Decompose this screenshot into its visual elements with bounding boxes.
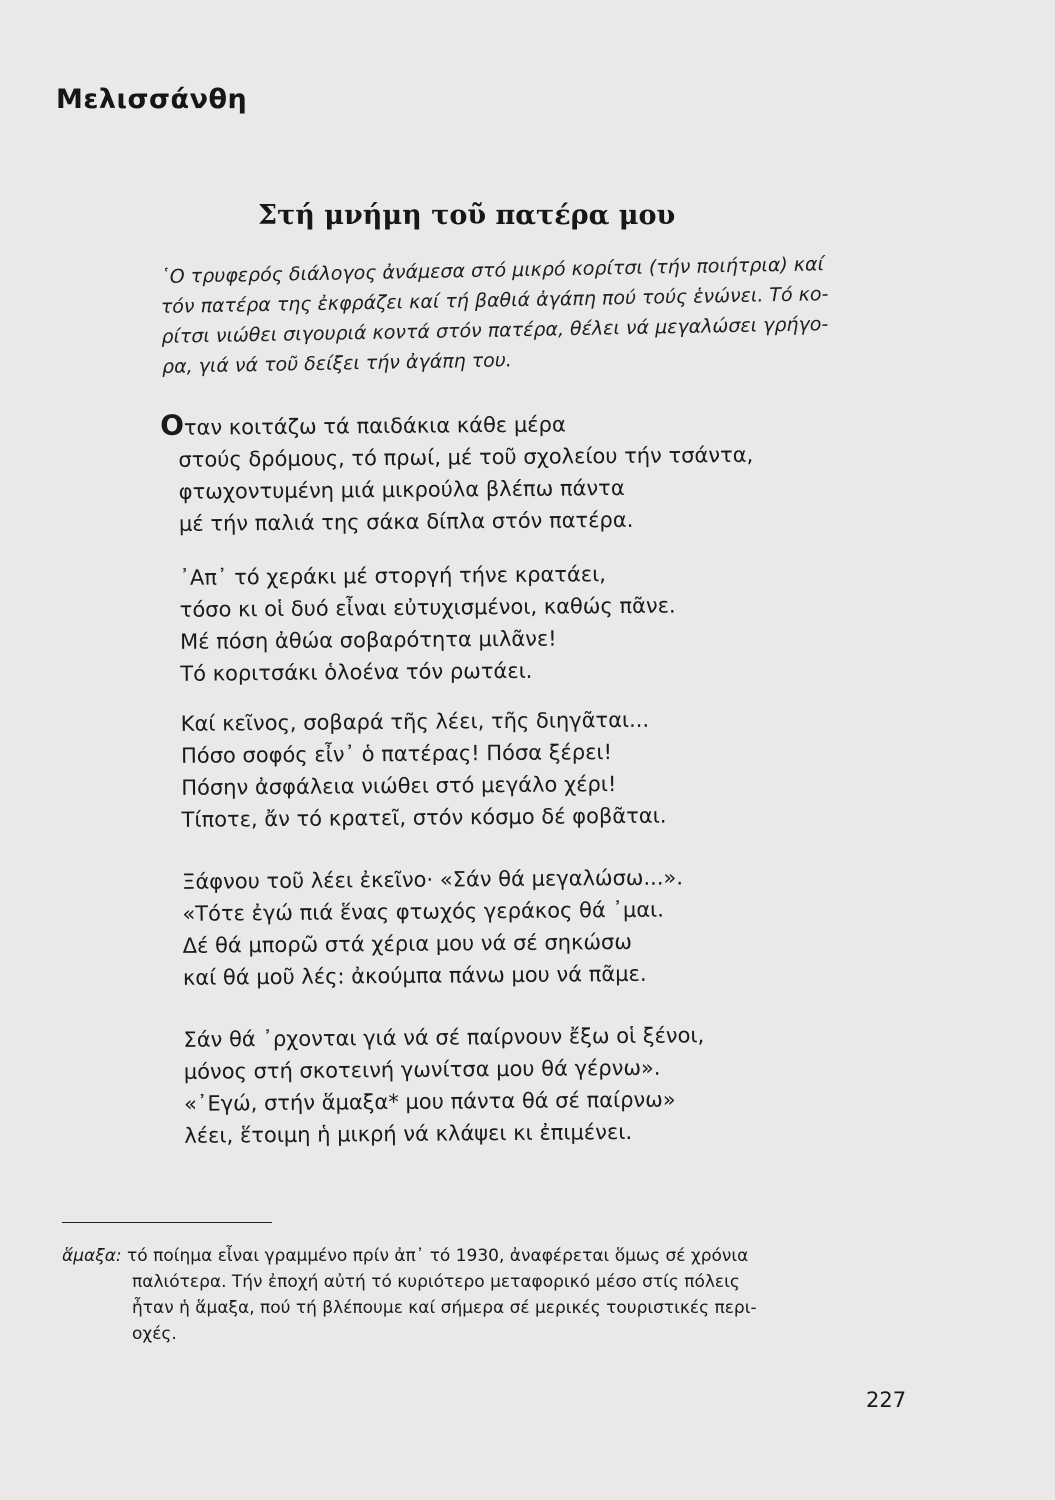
poem-line: Μέ πόση ἀθώα σοβαρότητα μιλᾶνε! (179, 626, 557, 654)
poem-line: Ξάφνου τοῦ λέει ἐκεῖνο· «Σάν θά μεγαλώσω...». (182, 865, 684, 894)
stanza-2 (161, 556, 882, 690)
footnote-line: οχές. (132, 1324, 177, 1344)
stanza-5 (165, 1018, 886, 1152)
stanza-3 (163, 702, 884, 836)
poem-line: λέει, ἕτοιμη ἡ μικρή νά κλάψει κι ἐπιμένει. (184, 1119, 633, 1148)
poem-line: ᾿Απ᾿ τό χεράκι μέ στοργή τήνε κρατάει, (179, 562, 607, 590)
poem-line: Σάν θά ᾿ρχονται γιά νά σέ παίρνουν ἔξω οἱ ξένοι, (183, 1023, 705, 1052)
poem-line: τόσο κι οἱ δυό εἶναι εὐτυχισμένοι, καθώς πᾶνε. (179, 593, 676, 622)
footnote-text: τό ποίημα εἶναι γραμμένο πρίν ἀπ᾿ τό 1930, ἀναφέρεται ὅμως σέ χρόνια (121, 1246, 749, 1266)
poem-line: «᾿Εγώ, στήν ἅμαξα* μου πάντα θά σέ παίρνω» (183, 1087, 676, 1116)
footnote-line: ἦταν ἡ ἅμαξα, πού τή βλέπουμε καί σήμερα σέ μερικές τουριστικές περι- (132, 1298, 757, 1318)
poem-line: Τίποτε, ἄν τό κρατεῖ, στόν κόσμο δέ φοβᾶται. (181, 803, 667, 832)
stanza-4 (164, 860, 885, 994)
footnote-first-line (62, 1243, 912, 1269)
intro-line: ῾Ο τρυφερός διάλογος ἀνάμεσα στό μικρό κορίτσι (τήν ποιήτρια) καί (160, 253, 825, 288)
author-name: Μελισσάνθη (56, 84, 248, 115)
footnote (62, 1243, 912, 1347)
footnote-divider (62, 1222, 272, 1223)
poem-title: Στή μνήμη τοῦ πατέρα μου (258, 200, 676, 231)
poem-line: καί θά μοῦ λές: ἀκούμπα πάνω μου νά πᾶμε. (182, 961, 647, 990)
intro-line: ρα, γιά νά τοῦ δείξει τήν ἀγάπη του. (161, 349, 513, 378)
intro-line: ρίτσι νιώθει σιγουριά κοντά στόν πατέρα, θέλει νά μεγαλώσει γρήγο- (161, 313, 829, 348)
stanza-1 (160, 404, 881, 540)
footnote-line: παλιότερα. Τήν ἐποχή αὐτή τό κυριότερο μεταφορικό μέσο στίς πόλεις (132, 1272, 740, 1292)
drop-cap: Ο (159, 408, 185, 442)
poem-line: Πόσο σοφός εἶν᾿ ὁ πατέρας! Πόσα ξέρει! (180, 740, 613, 768)
poem-body (160, 404, 886, 1152)
poem-line: φτωχοντυμένη μιά μικρούλα βλέπω πάντα (178, 475, 625, 504)
footnote-term: ἅμαξα: (62, 1246, 122, 1266)
poem-line: Τό κοριτσάκι ὁλοένα τόν ρωτάει. (180, 658, 533, 686)
poem-line: μέ τήν παλιά της σάκα δίπλα στόν πατέρα. (178, 507, 634, 536)
intro-line: τόν πατέρα της ἐκφράζει καί τή βαθιά ἀγάπη πού τούς ἑνώνει. Τό κο- (160, 283, 829, 318)
poem-line-text: ταν κοιτάζω τά παιδάκια κάθε μέρα (183, 412, 566, 440)
poem-line: «Τότε ἐγώ πιά ἕνας φτωχός γεράκος θά ᾿μαι. (182, 897, 664, 926)
page-number: 227 (866, 1388, 907, 1412)
poem-line: Δέ θά μπορῶ στά χέρια μου νά σέ σηκώσω (182, 929, 632, 958)
poem-line: Πόσην ἀσφάλεια νιώθει στό μεγάλο χέρι! (181, 772, 617, 800)
poem-line: μόνος στή σκοτεινή γωνίτσα μου θά γέρνω». (183, 1055, 661, 1084)
poem-line: στούς δρόμους, τό πρωί, μέ τοῦ σχολείου τήν τσάντα, (178, 442, 754, 472)
intro-paragraph (160, 248, 902, 382)
poem-line: Καί κεῖνος, σοβαρά τῆς λέει, τῆς διηγᾶται... (180, 707, 650, 736)
